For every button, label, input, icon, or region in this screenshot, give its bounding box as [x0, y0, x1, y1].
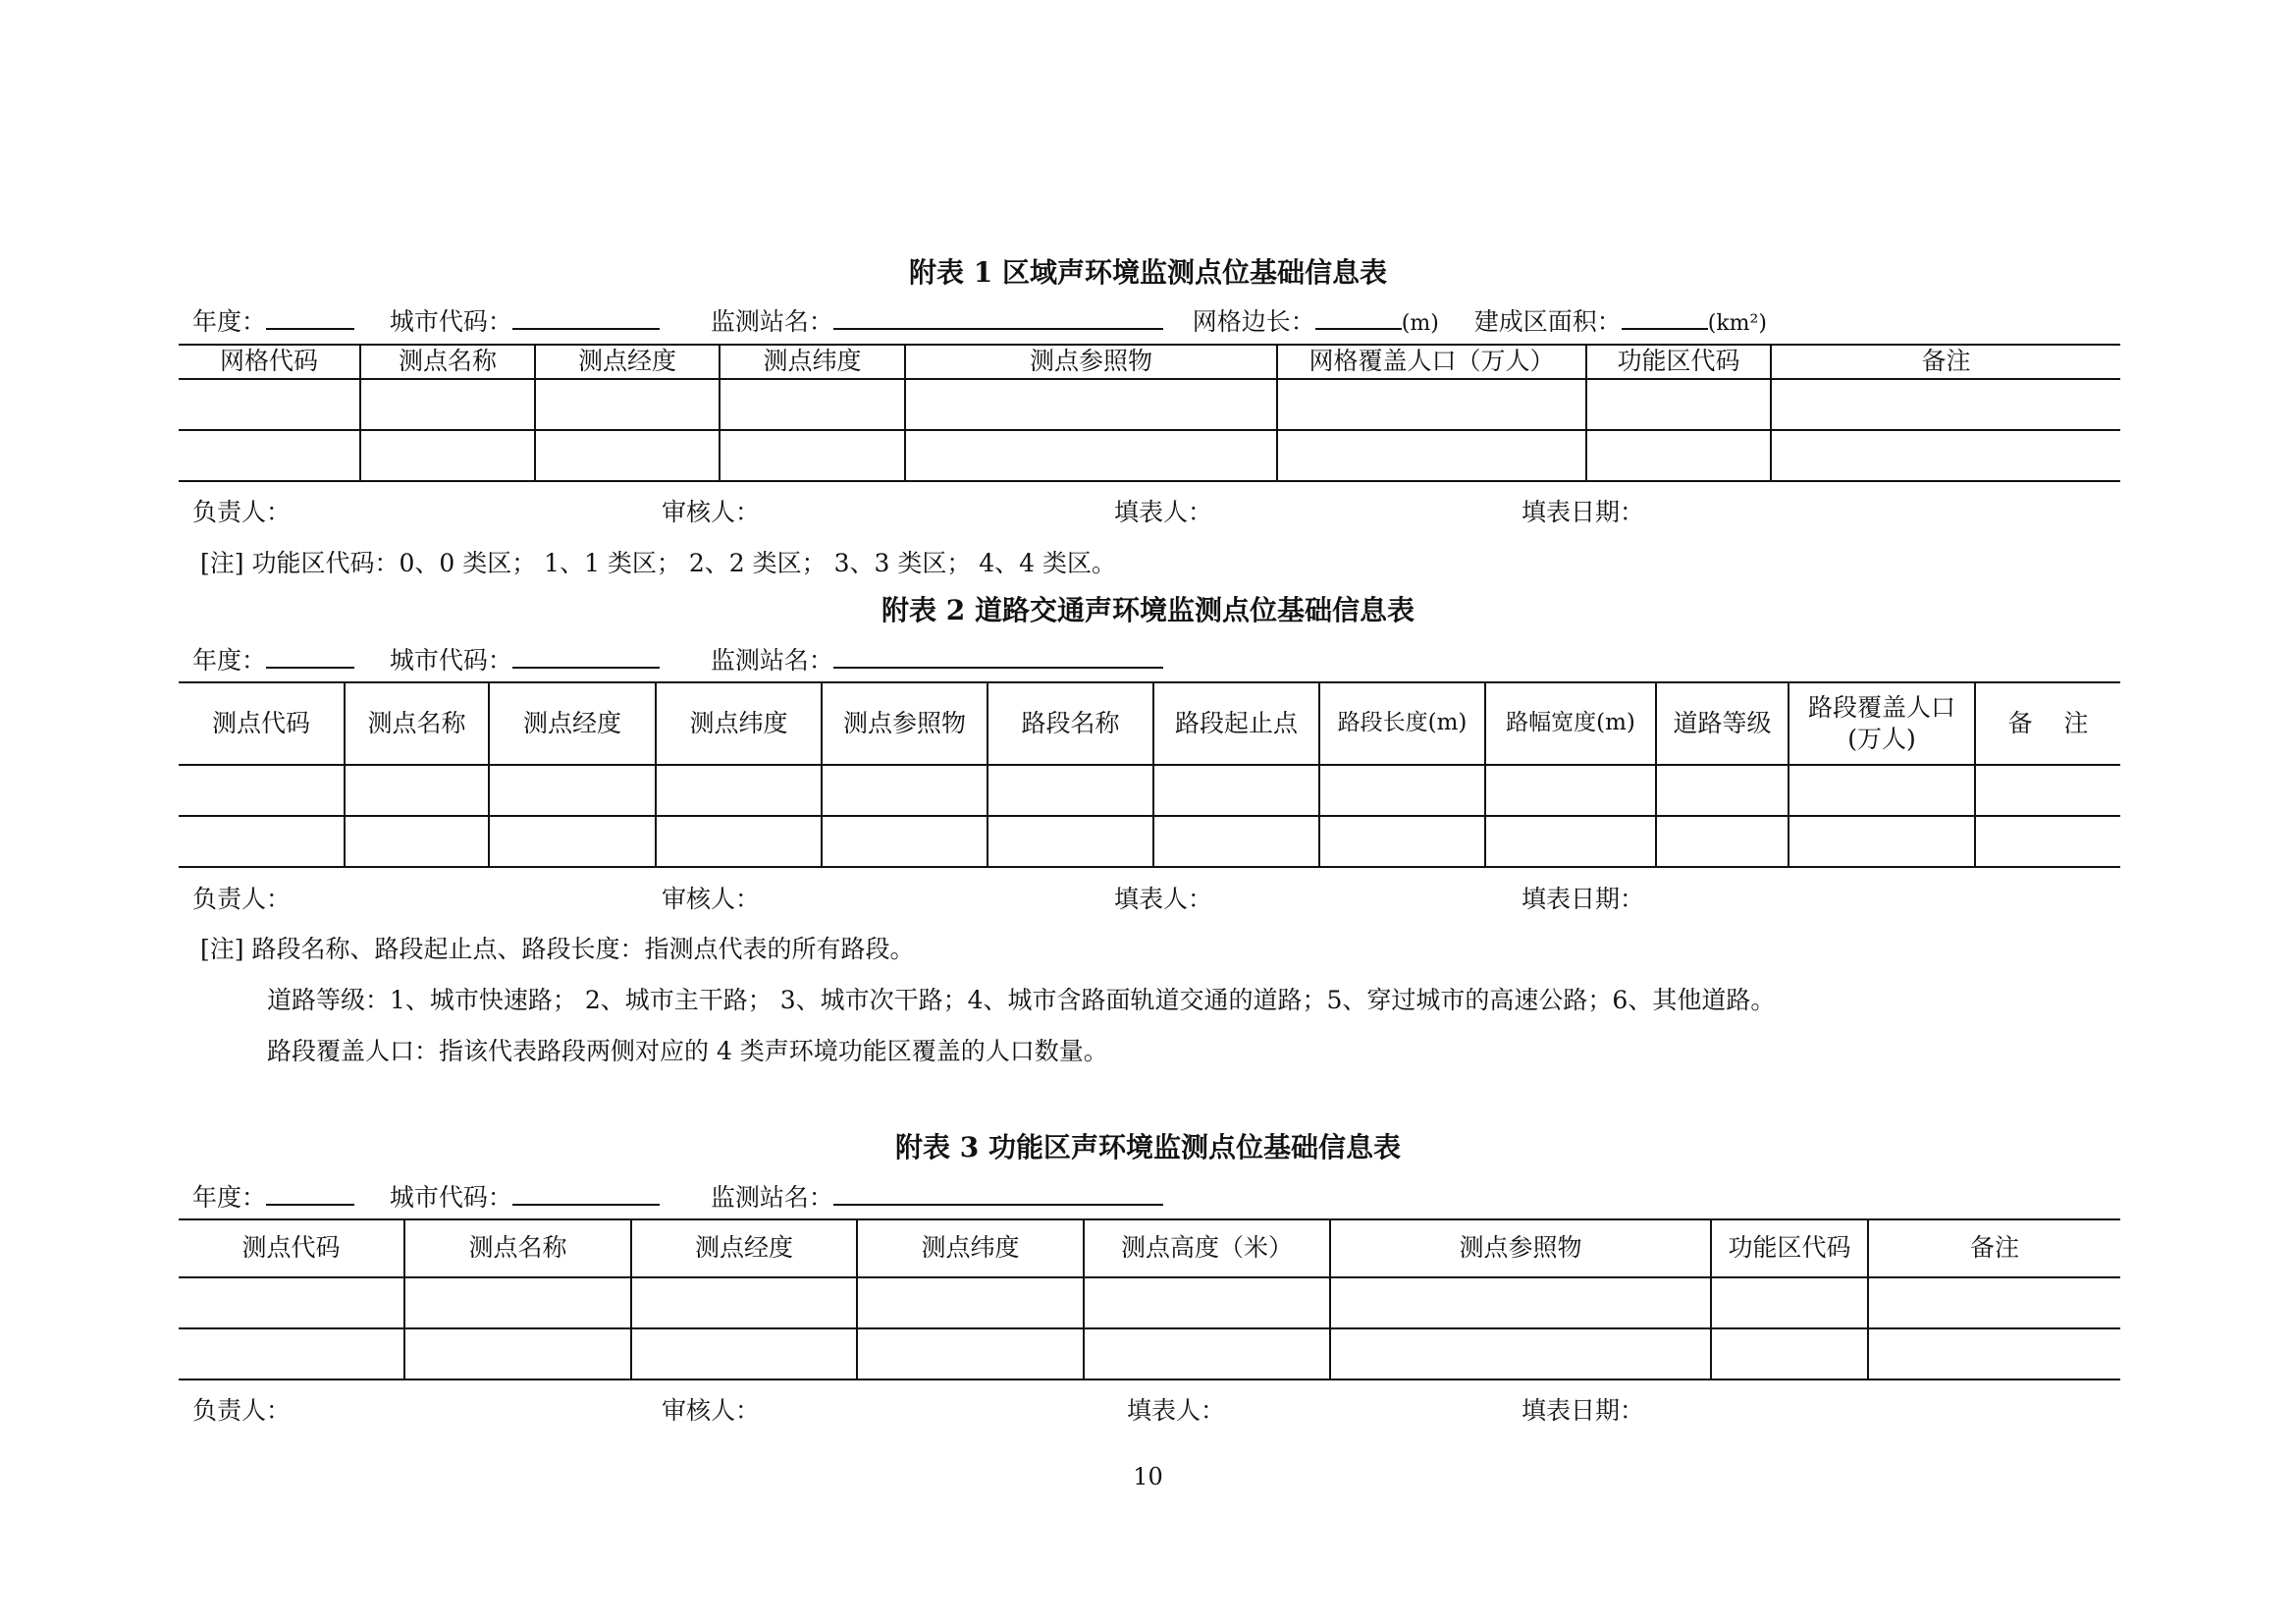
table1-cell[interactable]	[360, 379, 535, 430]
table-row	[179, 816, 2120, 867]
city-code-label: 城市代码：	[389, 1183, 512, 1212]
table2-cell[interactable]	[1789, 765, 1975, 816]
city-code-label: 城市代码：	[389, 307, 512, 336]
table3-cell[interactable]	[1868, 1328, 2120, 1380]
table1-cell[interactable]	[905, 430, 1277, 481]
table-row	[179, 379, 2120, 430]
table2-header-cell: 测点代码	[179, 682, 345, 765]
station-label: 监测站名：	[710, 646, 833, 675]
table2-cell[interactable]	[1485, 816, 1656, 867]
table3-cell[interactable]	[631, 1328, 857, 1380]
table2-cell[interactable]	[1153, 765, 1319, 816]
table2-cell[interactable]	[822, 765, 988, 816]
table3-cell[interactable]	[1084, 1277, 1330, 1328]
table1-cell[interactable]	[720, 379, 905, 430]
table2-cell[interactable]	[988, 765, 1153, 816]
table3-cell[interactable]	[1711, 1277, 1868, 1328]
table1-cell[interactable]	[905, 379, 1277, 430]
table1-header-row	[179, 345, 2120, 379]
city-code-field[interactable]	[512, 1178, 660, 1206]
table1-title: 附表 1 区域声环境监测点位基础信息表	[909, 256, 1387, 289]
table3-header-cell: 测点参照物	[1330, 1219, 1711, 1277]
table3-cell[interactable]	[1711, 1328, 1868, 1380]
table1-cell[interactable]	[360, 430, 535, 481]
table3-header-cell: 测点纬度	[857, 1219, 1084, 1277]
table3-header-row	[179, 1219, 2120, 1277]
responsible-label: 负责人：	[192, 1396, 292, 1425]
table1-cell[interactable]	[1277, 430, 1586, 481]
table2-header-cell: 测点经度	[489, 682, 656, 765]
year-field[interactable]	[266, 641, 354, 669]
table2-cell[interactable]	[489, 765, 656, 816]
table3-cell[interactable]	[1330, 1328, 1711, 1380]
table3-header-cell: 功能区代码	[1711, 1219, 1868, 1277]
table1-header-cell: 网格代码	[179, 345, 360, 379]
table-row	[179, 430, 2120, 481]
table2-cell[interactable]	[179, 765, 345, 816]
station-field[interactable]	[833, 302, 1163, 330]
station-label: 监测站名：	[710, 1183, 833, 1212]
table2-cell[interactable]	[1319, 816, 1485, 867]
table3-cell[interactable]	[1084, 1328, 1330, 1380]
table3-header-cell: 测点经度	[631, 1219, 857, 1277]
table2-cell[interactable]	[1319, 765, 1485, 816]
table2-cell[interactable]	[1975, 765, 2120, 816]
table3-header-cell: 测点高度（米）	[1084, 1219, 1330, 1277]
table1-cell[interactable]	[535, 430, 720, 481]
table2-header-cell: 路幅宽度(m)	[1485, 682, 1656, 765]
grid-side-field[interactable]	[1315, 302, 1402, 330]
table2-cell[interactable]	[179, 816, 345, 867]
table2-cell[interactable]	[1153, 816, 1319, 867]
table2-cell[interactable]	[489, 816, 656, 867]
table-row	[179, 765, 2120, 816]
table3	[179, 1218, 2120, 1380]
year-field[interactable]	[266, 1178, 354, 1206]
table1-header-cell: 备注	[1771, 345, 2120, 379]
table2-note-1: [注] 路段名称、路段起止点、路段长度：指测点代表的所有路段。	[200, 935, 915, 963]
fill-date-label: 填表日期：	[1522, 1396, 1645, 1425]
table2-cell[interactable]	[656, 765, 822, 816]
table2-header-row	[179, 682, 2120, 765]
year-label: 年度：	[192, 307, 267, 336]
area-unit: (km²)	[1707, 311, 1767, 336]
table2-note-2: 道路等级：1、城市快速路； 2、城市主干路； 3、城市次干路；4、城市含路面轨道交通的道路；5、穿过城市的高速公路；6、其他道路。	[267, 986, 1776, 1014]
table1-cell[interactable]	[1586, 379, 1771, 430]
table1-header-cell: 网格覆盖人口（万人）	[1277, 345, 1586, 379]
table1-cell[interactable]	[1771, 430, 2120, 481]
table3-header-cell: 测点名称	[404, 1219, 631, 1277]
table2-cell[interactable]	[1656, 816, 1789, 867]
city-code-label: 城市代码：	[389, 646, 512, 675]
filler-label: 填表人：	[1114, 498, 1213, 526]
fill-date-label: 填表日期：	[1522, 885, 1645, 913]
table2-note-3: 路段覆盖人口：指该代表路段两侧对应的 4 类声环境功能区覆盖的人口数量。	[267, 1037, 1108, 1065]
table3-signatures	[0, 1391, 2296, 1425]
grid-unit: (m)	[1401, 311, 1439, 336]
table2-cell[interactable]	[345, 765, 489, 816]
table3-cell[interactable]	[1868, 1277, 2120, 1328]
table2-cell[interactable]	[1789, 816, 1975, 867]
table2-signatures	[0, 880, 2296, 913]
table2-header-cell: 路段覆盖人口 (万人)	[1789, 682, 1975, 765]
table2-header-cell: 路段起止点	[1153, 682, 1319, 765]
table3-cell[interactable]	[179, 1328, 404, 1380]
table1-cell[interactable]	[179, 379, 360, 430]
table1-header-cell: 功能区代码	[1586, 345, 1771, 379]
station-field[interactable]	[833, 641, 1163, 669]
area-field[interactable]	[1622, 302, 1708, 330]
table3-cell[interactable]	[857, 1277, 1084, 1328]
table3-cell[interactable]	[404, 1328, 631, 1380]
table-row	[179, 1277, 2120, 1328]
responsible-label: 负责人：	[192, 885, 292, 913]
table3-cell[interactable]	[857, 1328, 1084, 1380]
table2-cell[interactable]	[1485, 765, 1656, 816]
table1-cell[interactable]	[535, 379, 720, 430]
table3-cell[interactable]	[631, 1277, 857, 1328]
table3-header-cell: 备注	[1868, 1219, 2120, 1277]
filler-label: 填表人：	[1127, 1396, 1226, 1425]
table-row	[179, 1328, 2120, 1380]
table1-cell[interactable]	[1277, 379, 1586, 430]
page-number: 10	[1133, 1463, 1163, 1490]
table3-title: 附表 3 功能区声环境监测点位基础信息表	[895, 1131, 1401, 1163]
table2-cell[interactable]	[1975, 816, 2120, 867]
table1-header-cell: 测点名称	[360, 345, 535, 379]
table2-cell[interactable]	[822, 816, 988, 867]
station-field[interactable]	[833, 1178, 1163, 1206]
table1-cell[interactable]	[1771, 379, 2120, 430]
table2-header-cell: 测点纬度	[656, 682, 822, 765]
table1-cell[interactable]	[720, 430, 905, 481]
table2-title: 附表 2 道路交通声环境监测点位基础信息表	[881, 594, 1415, 626]
table3-cell[interactable]	[1330, 1277, 1711, 1328]
table2-cell[interactable]	[656, 816, 822, 867]
table2	[179, 681, 2120, 868]
table1-meta	[192, 302, 1767, 338]
table1-cell[interactable]	[179, 430, 360, 481]
area-label: 建成区面积：	[1473, 307, 1622, 336]
filler-label: 填表人：	[1114, 885, 1213, 913]
year-label: 年度：	[192, 1183, 267, 1212]
table2-cell[interactable]	[1656, 765, 1789, 816]
fill-date-label: 填表日期：	[1522, 498, 1645, 526]
year-field[interactable]	[266, 302, 354, 330]
table2-header-cell: 路段长度(m)	[1319, 682, 1485, 765]
table3-meta	[192, 1178, 1163, 1214]
table2-header-cell: 测点名称	[345, 682, 489, 765]
table3-header-cell: 测点代码	[179, 1219, 404, 1277]
table1-signatures	[0, 493, 2296, 526]
table3-cell[interactable]	[179, 1277, 404, 1328]
city-code-field[interactable]	[512, 641, 660, 669]
table2-header-cell: 测点参照物	[822, 682, 988, 765]
reviewer-label: 审核人：	[662, 1396, 761, 1425]
table1-header-cell: 测点纬度	[720, 345, 905, 379]
table3-cell[interactable]	[404, 1277, 631, 1328]
table2-header-cell: 备 注	[1975, 682, 2120, 765]
table2-header-cell: 道路等级	[1656, 682, 1789, 765]
responsible-label: 负责人：	[192, 498, 292, 526]
year-label: 年度：	[192, 646, 267, 675]
table1-note: [注] 功能区代码：0、0 类区； 1、1 类区； 2、2 类区； 3、3 类区； 4、4 类区。	[200, 549, 1117, 577]
reviewer-label: 审核人：	[662, 498, 761, 526]
reviewer-label: 审核人：	[662, 885, 761, 913]
table2-header-cell: 路段名称	[988, 682, 1153, 765]
city-code-field[interactable]	[512, 302, 660, 330]
table1	[179, 344, 2120, 482]
table2-cell[interactable]	[345, 816, 489, 867]
table2-cell[interactable]	[988, 816, 1153, 867]
table1-cell[interactable]	[1586, 430, 1771, 481]
grid-side-label: 网格边长：	[1192, 307, 1315, 336]
table1-header-cell: 测点参照物	[905, 345, 1277, 379]
table1-header-cell: 测点经度	[535, 345, 720, 379]
table2-meta	[192, 641, 1163, 676]
station-label: 监测站名：	[710, 307, 833, 336]
